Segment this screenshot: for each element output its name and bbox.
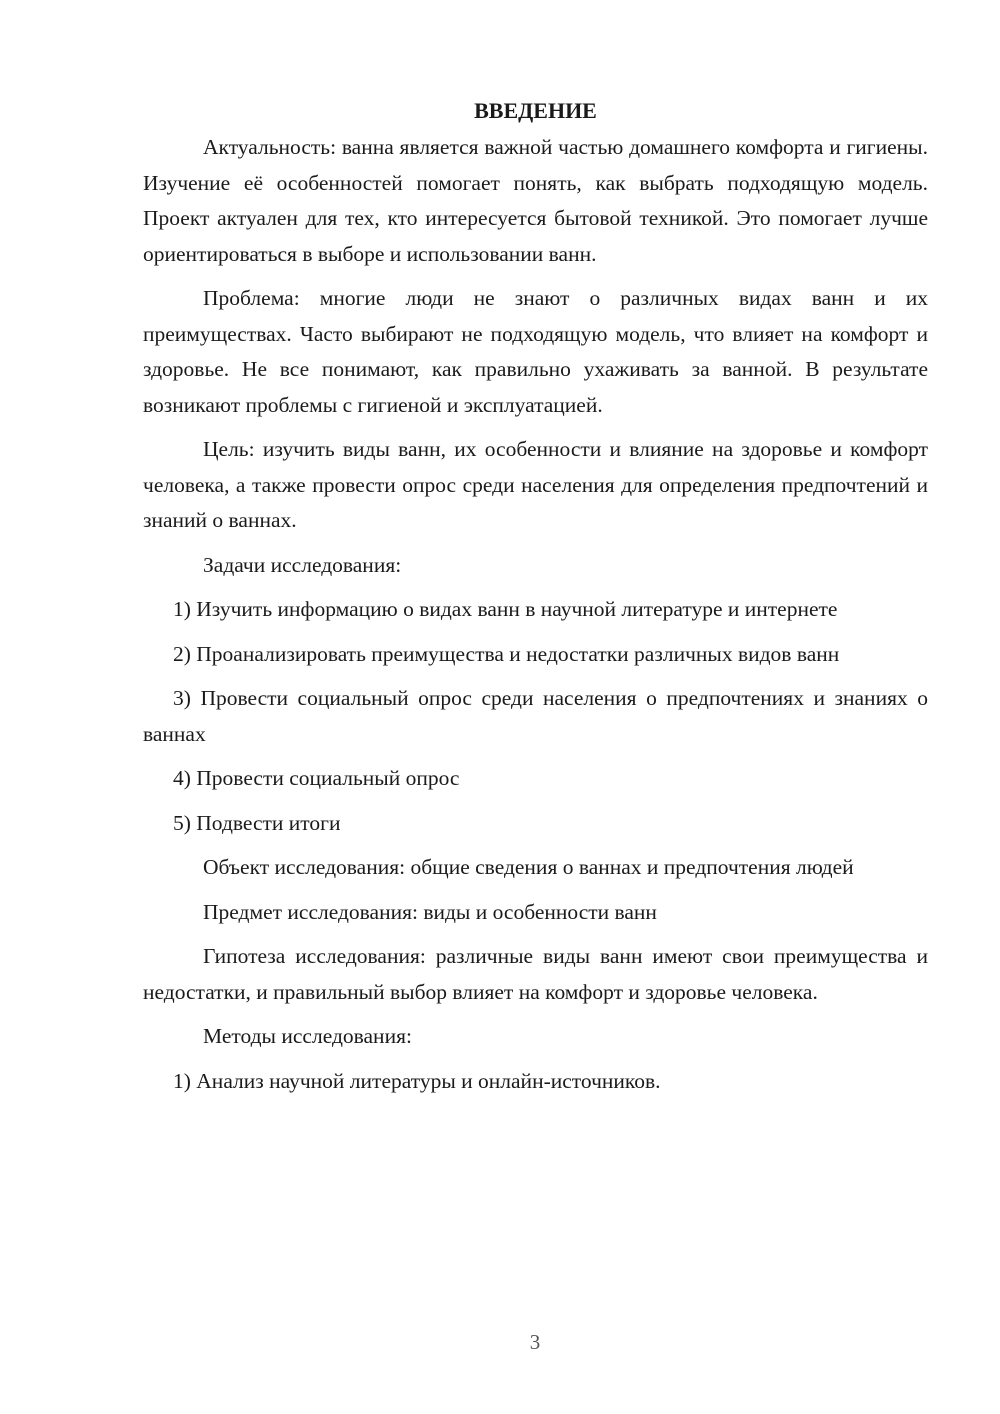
hypothesis-paragraph: Гипотеза исследования: различные виды ванн имеют свои преимущества и недостатки, и правильный выбор влияет на комфорт и здоровье человека.: [143, 944, 928, 1004]
task-item-4: 4) Провести социальный опрос: [173, 766, 460, 790]
relevance-paragraph: Актуальность: ванна является важной частью домашнего комфорта и гигиены. Изучение её особенностей помогает понять, как выбрать подходящую модель. Проект актуален для тех, кто интересуется бытовой техникой. Это помогает лучше ориентироваться в выборе и использовании ванн.: [143, 135, 928, 266]
task-item-2: 2) Проанализировать преимущества и недостатки различных видов ванн: [173, 641, 840, 666]
subject-paragraph: Предмет исследования: виды и особенности ванн: [203, 899, 657, 924]
section-title: ВВЕДЕНИЕ: [474, 98, 597, 123]
task-item-5: 5) Подвести итоги: [173, 810, 341, 835]
document-page: [143, 93, 928, 1108]
method-item-1: 1) Анализ научной литературы и онлайн-источников.: [173, 1068, 661, 1093]
task-item-3: 3) Провести социальный опрос среди населения о предпочтениях и знаниях о ваннах: [143, 686, 928, 746]
object-paragraph: Объект исследования: общие сведения о ваннах и предпочтения людей: [203, 855, 854, 879]
page-number: 3: [529, 1330, 541, 1354]
goal-paragraph: Цель: изучить виды ванн, их особенности и влияние на здоровье и комфорт человека, а также провести опрос среди населения для определения предпочтений и знаний о ваннах.: [143, 437, 928, 532]
problem-paragraph: Проблема: многие люди не знают о различных видах ванн и их преимуществах. Часто выбирают не подходящую модель, что влияет на комфорт и здоровье. Не все понимают, как правильно ухаживать за ванной. В результате возникают проблемы с гигиеной и эксплуатацией.: [143, 286, 928, 417]
task-item-1: 1) Изучить информацию о видах ванн в научной литературе и интернете: [173, 597, 838, 621]
tasks-heading: Задачи исследования:: [203, 552, 402, 577]
methods-heading: Методы исследования:: [203, 1024, 412, 1048]
